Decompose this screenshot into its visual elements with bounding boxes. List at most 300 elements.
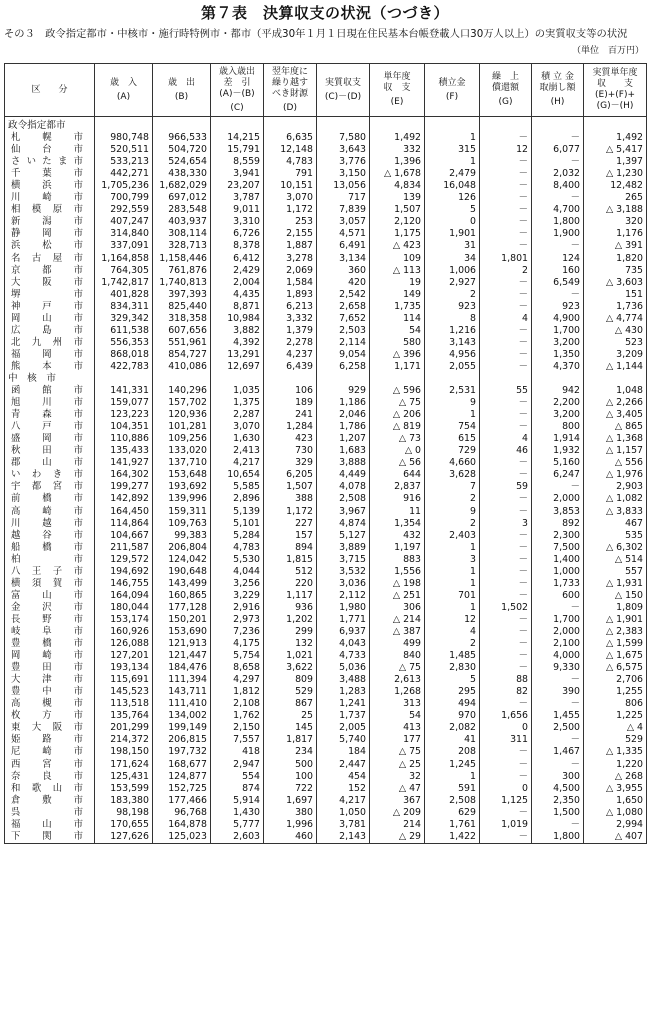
value-cell: 4,392 xyxy=(211,337,264,349)
value-cell: 1,682,029 xyxy=(153,180,211,192)
value-cell: △ 198 xyxy=(370,578,425,590)
value-cell: 145 xyxy=(264,722,317,734)
value-cell: 2,973 xyxy=(211,614,264,626)
value-cell: 16,048 xyxy=(425,180,480,192)
value-cell: 1,650 xyxy=(584,795,647,807)
value-cell: △ 268 xyxy=(584,771,647,783)
value-cell: 1,186 xyxy=(317,397,370,409)
value-cell: 5,101 xyxy=(211,518,264,530)
value-cell: 4,783 xyxy=(211,542,264,554)
value-cell: 125,023 xyxy=(153,831,211,844)
value-cell: － xyxy=(480,542,532,554)
value-cell: 1,492 xyxy=(370,132,425,144)
value-cell: 892 xyxy=(532,518,584,530)
value-cell: △ 113 xyxy=(370,265,425,277)
unit-label: （単位 百万円） xyxy=(571,46,644,56)
value-cell: 2,603 xyxy=(211,831,264,844)
value-cell: 124 xyxy=(532,253,584,265)
value-cell: 184 xyxy=(317,746,370,758)
city-name-text: 福山市 xyxy=(11,818,83,830)
value-cell: 1,241 xyxy=(317,698,370,710)
value-cell: 5,160 xyxy=(532,457,584,469)
value-cell: 754 xyxy=(425,421,480,433)
value-cell: 115,691 xyxy=(95,674,153,686)
value-cell: 111,410 xyxy=(153,698,211,710)
city-name-text: 川崎市 xyxy=(11,192,83,204)
value-cell: 1,455 xyxy=(532,710,584,722)
value-cell: 529 xyxy=(264,686,317,698)
value-cell: 523 xyxy=(584,337,647,349)
value-cell: 533,213 xyxy=(95,156,153,168)
value-cell: － xyxy=(532,289,584,301)
empty-cell xyxy=(425,373,480,385)
city-name-text: 神戸市 xyxy=(11,300,83,312)
value-cell: 2,046 xyxy=(317,409,370,421)
city-name-text: 岡山市 xyxy=(11,312,83,324)
value-cell: － xyxy=(480,530,532,542)
city-name-text: 富山市 xyxy=(11,589,83,601)
city-name xyxy=(5,674,95,686)
value-cell: 722 xyxy=(264,783,317,795)
table-row xyxy=(5,204,647,216)
value-cell: 3,853 xyxy=(532,506,584,518)
value-cell: 403,937 xyxy=(153,216,211,228)
table-body xyxy=(5,117,647,844)
value-cell: 1,761 xyxy=(425,819,480,831)
value-cell: 2,000 xyxy=(532,626,584,638)
value-cell: 150,201 xyxy=(153,614,211,626)
value-cell: － xyxy=(480,469,532,481)
value-cell: － xyxy=(532,602,584,614)
column-header-label: 積 立 金 取崩し額 xyxy=(539,72,576,93)
value-cell: 499 xyxy=(370,638,425,650)
value-cell: 199,149 xyxy=(153,722,211,734)
city-name-text: 金沢市 xyxy=(11,601,83,613)
city-name-text: 豊田市 xyxy=(11,662,83,674)
value-cell: △ 5,417 xyxy=(584,144,647,156)
value-cell: 1,996 xyxy=(264,819,317,831)
value-cell: 164,878 xyxy=(153,819,211,831)
value-cell: 4,078 xyxy=(317,481,370,493)
value-cell: 1,197 xyxy=(370,542,425,554)
value-cell: － xyxy=(480,289,532,301)
value-cell: 12 xyxy=(480,144,532,156)
value-cell: － xyxy=(480,746,532,758)
column-header-code: (C) xyxy=(230,102,244,113)
value-cell: 1,893 xyxy=(264,289,317,301)
city-name-text: 新潟市 xyxy=(11,216,83,228)
column-header xyxy=(153,64,211,117)
value-cell: 54 xyxy=(370,325,425,337)
value-cell: 214 xyxy=(370,819,425,831)
value-cell: 1,507 xyxy=(264,481,317,493)
value-cell: △ 596 xyxy=(370,385,425,397)
value-cell: 177,466 xyxy=(153,795,211,807)
city-name-text: 岡崎市 xyxy=(11,650,83,662)
value-cell: 6,205 xyxy=(264,469,317,481)
value-cell: 4,000 xyxy=(532,650,584,662)
value-cell: 611,538 xyxy=(95,325,153,337)
value-cell: 5,754 xyxy=(211,650,264,662)
value-cell: 8 xyxy=(425,313,480,325)
value-cell: － xyxy=(480,397,532,409)
value-cell: 868,018 xyxy=(95,349,153,361)
empty-cell xyxy=(584,373,647,385)
value-cell: 1,400 xyxy=(532,554,584,566)
city-name xyxy=(5,132,95,144)
value-cell: 1,736 xyxy=(584,301,647,313)
value-cell: 1,932 xyxy=(532,445,584,457)
value-cell: 6,439 xyxy=(264,361,317,373)
value-cell: 146,755 xyxy=(95,578,153,590)
value-cell: 241 xyxy=(264,409,317,421)
value-cell: 1,771 xyxy=(317,614,370,626)
table-row xyxy=(5,216,647,228)
city-name xyxy=(5,566,95,578)
value-cell: 120,936 xyxy=(153,409,211,421)
value-cell: 2 xyxy=(425,638,480,650)
value-cell: 4 xyxy=(425,626,480,638)
value-cell: 1,117 xyxy=(264,590,317,602)
table-row xyxy=(5,469,647,481)
value-cell: 6,491 xyxy=(317,240,370,252)
city-name xyxy=(5,421,95,433)
value-cell: 164,302 xyxy=(95,469,153,481)
value-cell: 23,207 xyxy=(211,180,264,192)
value-cell: 2,055 xyxy=(425,361,480,373)
value-cell: － xyxy=(480,216,532,228)
value-cell: 4,700 xyxy=(532,204,584,216)
value-cell: 253 xyxy=(264,216,317,228)
empty-cell xyxy=(153,117,211,133)
value-cell: 2,278 xyxy=(264,337,317,349)
value-cell: △ 3,603 xyxy=(584,277,647,289)
city-name-text: 姫路市 xyxy=(11,734,83,746)
value-cell: 141,927 xyxy=(95,457,153,469)
value-cell: 800 xyxy=(532,421,584,433)
value-cell: － xyxy=(480,228,532,240)
value-cell: 2,287 xyxy=(211,409,264,421)
value-cell: 308,114 xyxy=(153,228,211,240)
value-cell: 1,700 xyxy=(532,325,584,337)
value-cell: 96,768 xyxy=(153,807,211,819)
value-cell: 2,508 xyxy=(317,493,370,505)
value-cell: 1,207 xyxy=(317,433,370,445)
value-cell: 9 xyxy=(425,397,480,409)
value-cell: 2,100 xyxy=(532,638,584,650)
value-cell: 141,331 xyxy=(95,385,153,397)
empty-cell xyxy=(480,117,532,133)
value-cell: 7,580 xyxy=(317,132,370,144)
value-cell: 2,413 xyxy=(211,445,264,457)
value-cell: 1,980 xyxy=(317,602,370,614)
city-name-text: 八戸市 xyxy=(11,421,83,433)
header-row xyxy=(5,64,647,117)
city-name xyxy=(5,650,95,662)
value-cell: － xyxy=(480,506,532,518)
city-name xyxy=(5,722,95,734)
city-name xyxy=(5,156,95,168)
value-cell: △ 56 xyxy=(370,457,425,469)
value-cell: 3,209 xyxy=(584,349,647,361)
value-cell: △ 3,955 xyxy=(584,783,647,795)
value-cell: 55 xyxy=(480,385,532,397)
value-cell: 2,658 xyxy=(317,301,370,313)
value-cell: 1,220 xyxy=(584,758,647,770)
value-cell: 4,834 xyxy=(370,180,425,192)
value-cell: － xyxy=(532,698,584,710)
value-cell: △ 1,368 xyxy=(584,433,647,445)
value-cell: 193,692 xyxy=(153,481,211,493)
empty-cell xyxy=(95,117,153,133)
city-name-text: 北九州市 xyxy=(11,336,83,348)
value-cell: 153,648 xyxy=(153,469,211,481)
city-name xyxy=(5,819,95,831)
value-cell: 54 xyxy=(370,710,425,722)
table-row xyxy=(5,746,647,758)
table-row xyxy=(5,445,647,457)
value-cell: － xyxy=(480,493,532,505)
value-cell: 1,176 xyxy=(584,228,647,240)
value-cell: － xyxy=(480,566,532,578)
city-name xyxy=(5,734,95,746)
value-cell: 432 xyxy=(370,530,425,542)
value-cell: 12,697 xyxy=(211,361,264,373)
value-cell: 1,175 xyxy=(370,228,425,240)
value-cell: 168,677 xyxy=(153,758,211,770)
value-cell: 313 xyxy=(370,698,425,710)
city-name xyxy=(5,361,95,373)
value-cell: 295 xyxy=(425,686,480,698)
value-cell: 1,048 xyxy=(584,385,647,397)
table-row xyxy=(5,590,647,602)
value-cell: 529 xyxy=(584,734,647,746)
value-cell: 1,584 xyxy=(264,277,317,289)
value-cell: 2,429 xyxy=(211,265,264,277)
value-cell: 1 xyxy=(425,771,480,783)
city-name xyxy=(5,554,95,566)
city-name xyxy=(5,686,95,698)
value-cell: 854,727 xyxy=(153,349,211,361)
value-cell: 109 xyxy=(370,253,425,265)
table-row xyxy=(5,506,647,518)
value-cell: － xyxy=(480,578,532,590)
city-name xyxy=(5,807,95,819)
value-cell: 1,812 xyxy=(211,686,264,698)
page-title: 第７表 決算収支の状況（つづき） xyxy=(200,4,449,22)
value-cell: 2,112 xyxy=(317,590,370,602)
city-name xyxy=(5,481,95,493)
value-cell: 834,311 xyxy=(95,301,153,313)
value-cell: 3,200 xyxy=(532,409,584,421)
value-cell: △ 75 xyxy=(370,397,425,409)
column-header-code: (E) xyxy=(390,97,404,107)
value-cell: 311 xyxy=(480,734,532,746)
table-row xyxy=(5,277,647,289)
value-cell: 1,021 xyxy=(264,650,317,662)
city-name xyxy=(5,530,95,542)
value-cell: 127,201 xyxy=(95,650,153,662)
value-cell: 923 xyxy=(532,301,584,313)
value-cell: 129,572 xyxy=(95,554,153,566)
value-cell: 160,865 xyxy=(153,590,211,602)
value-cell: 9,011 xyxy=(211,204,264,216)
table-row xyxy=(5,662,647,674)
value-cell: 2,403 xyxy=(425,530,480,542)
value-cell: 1,485 xyxy=(425,650,480,662)
value-cell: 292,559 xyxy=(95,204,153,216)
value-cell: 135,433 xyxy=(95,445,153,457)
value-cell: 1,172 xyxy=(264,204,317,216)
value-cell: △ 251 xyxy=(370,590,425,602)
value-cell: 3,150 xyxy=(317,168,370,180)
value-cell: 1,700 xyxy=(532,614,584,626)
value-cell: 124,877 xyxy=(153,771,211,783)
value-cell: 2,114 xyxy=(317,337,370,349)
value-cell: 1,255 xyxy=(584,686,647,698)
value-cell: 8,658 xyxy=(211,662,264,674)
value-cell: 153,690 xyxy=(153,626,211,638)
value-cell: 1 xyxy=(425,602,480,614)
column-header-label: 区 分 xyxy=(31,84,68,95)
table-row xyxy=(5,819,647,831)
value-cell: 1,820 xyxy=(584,253,647,265)
city-name-text: 仙台市 xyxy=(11,144,83,156)
value-cell: － xyxy=(480,168,532,180)
value-cell: 2,108 xyxy=(211,698,264,710)
value-cell: △ 514 xyxy=(584,554,647,566)
value-cell: － xyxy=(480,698,532,710)
value-cell: 966,533 xyxy=(153,132,211,144)
value-cell: 126 xyxy=(425,192,480,204)
value-cell: 104,667 xyxy=(95,530,153,542)
value-cell: 337,091 xyxy=(95,240,153,252)
table-row xyxy=(5,566,647,578)
table-row xyxy=(5,698,647,710)
value-cell: 134,002 xyxy=(153,710,211,722)
value-cell: 494 xyxy=(425,698,480,710)
value-cell: 1,397 xyxy=(584,156,647,168)
value-cell: 265 xyxy=(584,192,647,204)
value-cell: － xyxy=(480,325,532,337)
value-cell: 1,000 xyxy=(532,566,584,578)
value-cell: － xyxy=(480,277,532,289)
value-cell: 1,430 xyxy=(211,807,264,819)
value-cell: 7,652 xyxy=(317,313,370,325)
city-name xyxy=(5,698,95,710)
value-cell: △ 819 xyxy=(370,421,425,433)
value-cell: 1,901 xyxy=(425,228,480,240)
column-header-code: (F) xyxy=(445,91,459,102)
value-cell: 420 xyxy=(317,277,370,289)
value-cell: △ 391 xyxy=(584,240,647,252)
value-cell: 1,656 xyxy=(480,710,532,722)
value-cell: 388 xyxy=(264,493,317,505)
value-cell: 2,613 xyxy=(370,674,425,686)
value-cell: 2,155 xyxy=(264,228,317,240)
value-cell: 3,882 xyxy=(211,325,264,337)
table-row xyxy=(5,313,647,325)
column-header-code: (H) xyxy=(550,97,565,107)
column-header xyxy=(584,64,647,117)
value-cell: 1,202 xyxy=(264,614,317,626)
value-cell: 717 xyxy=(317,192,370,204)
value-cell: 10,654 xyxy=(211,469,264,481)
value-cell: 600 xyxy=(532,590,584,602)
value-cell: △ 1,157 xyxy=(584,445,647,457)
value-cell: 5,036 xyxy=(317,662,370,674)
value-cell: △ 6,302 xyxy=(584,542,647,554)
value-cell: 840 xyxy=(370,650,425,662)
value-cell: 2,706 xyxy=(584,674,647,686)
table-row xyxy=(5,481,647,493)
value-cell: － xyxy=(532,758,584,770)
city-name-text: 呉市 xyxy=(11,806,83,818)
value-cell: 3,256 xyxy=(211,578,264,590)
table-row xyxy=(5,554,647,566)
value-cell: － xyxy=(480,457,532,469)
value-cell: 1,172 xyxy=(264,506,317,518)
table-row xyxy=(5,602,647,614)
value-cell: 299 xyxy=(264,626,317,638)
value-cell: 1,225 xyxy=(584,710,647,722)
value-cell: － xyxy=(532,734,584,746)
value-cell: － xyxy=(532,674,584,686)
city-name xyxy=(5,542,95,554)
value-cell: 761,876 xyxy=(153,265,211,277)
value-cell: 6,726 xyxy=(211,228,264,240)
city-name-text: 郡山市 xyxy=(11,457,83,469)
value-cell: 12,482 xyxy=(584,180,647,192)
city-name xyxy=(5,831,95,844)
value-cell: 380 xyxy=(264,807,317,819)
value-cell: 3,776 xyxy=(317,156,370,168)
value-cell: 11 xyxy=(370,506,425,518)
value-cell: 3,070 xyxy=(211,421,264,433)
value-cell: △ 430 xyxy=(584,325,647,337)
value-cell: 809 xyxy=(264,674,317,686)
value-cell: 1,350 xyxy=(532,349,584,361)
table-row xyxy=(5,192,647,204)
city-name xyxy=(5,192,95,204)
value-cell: 2 xyxy=(425,289,480,301)
value-cell: 942 xyxy=(532,385,584,397)
city-name xyxy=(5,506,95,518)
value-cell: 198,150 xyxy=(95,746,153,758)
value-cell: 12 xyxy=(425,614,480,626)
city-name xyxy=(5,397,95,409)
table-row xyxy=(5,156,647,168)
value-cell: 1,268 xyxy=(370,686,425,698)
value-cell: △ 75 xyxy=(370,662,425,674)
value-cell: 6,937 xyxy=(317,626,370,638)
value-cell: △ 4 xyxy=(584,722,647,734)
value-cell: 413 xyxy=(370,722,425,734)
value-cell: 137,710 xyxy=(153,457,211,469)
value-cell: △ 2,383 xyxy=(584,626,647,638)
value-cell: 1 xyxy=(425,542,480,554)
value-cell: 113,518 xyxy=(95,698,153,710)
value-cell: － xyxy=(532,481,584,493)
value-cell: 300 xyxy=(532,771,584,783)
value-cell: － xyxy=(480,614,532,626)
value-cell: － xyxy=(480,156,532,168)
column-header xyxy=(532,64,584,117)
empty-cell xyxy=(95,373,153,385)
value-cell: 1,786 xyxy=(317,421,370,433)
city-name-text: 高槻市 xyxy=(11,698,83,710)
value-cell: 1,164,858 xyxy=(95,253,153,265)
